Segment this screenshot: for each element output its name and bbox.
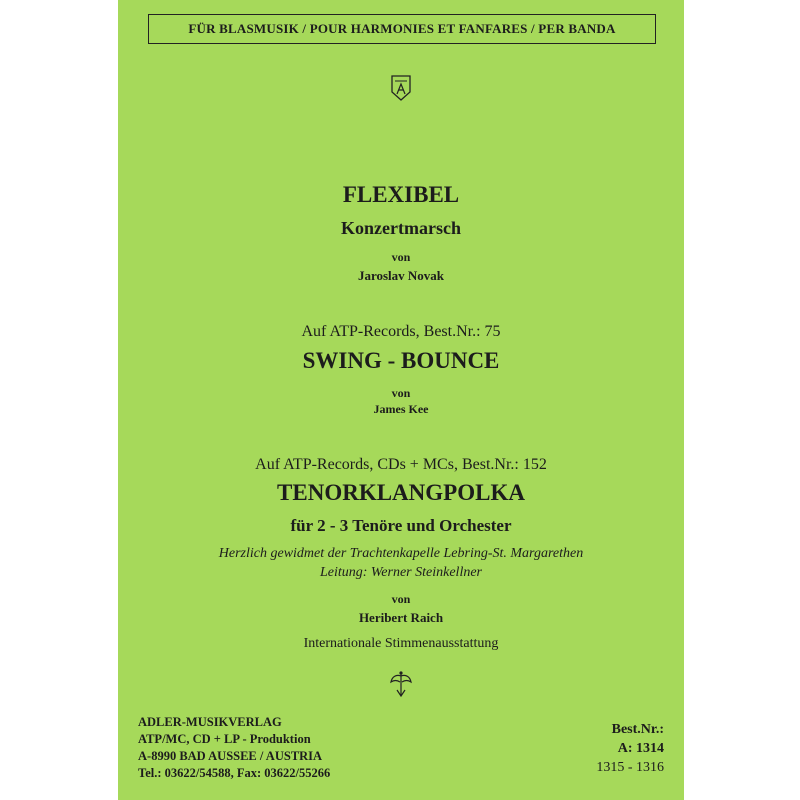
piece2-title: SWING - BOUNCE [302, 348, 500, 373]
publisher-address: A-8990 BAD AUSSEE / AUSTRIA [138, 749, 323, 763]
cover-page [118, 0, 684, 800]
order-primary: A: 1314 [617, 741, 664, 756]
piece2-record: Auf ATP-Records, Best.Nr.: 75 [301, 323, 501, 340]
atp-logo-icon [390, 74, 412, 102]
piece1-subtitle: Konzertmarsch [341, 218, 461, 238]
banner-text: FÜR BLASMUSIK / POUR HARMONIES ET FANFARES / PER BANDA [188, 21, 616, 36]
publisher-name: ADLER-MUSIKVERLAG [138, 715, 282, 729]
order-range: 1315 - 1316 [596, 760, 664, 775]
piece3-dedication: Herzlich gewidmet der Trachtenkapelle Lebring-St. Margarethen [218, 546, 584, 561]
piece3-subtitle: für 2 - 3 Tenöre und Orchester [290, 516, 512, 535]
publisher-production: ATP/MC, CD + LP - Produktion [138, 732, 311, 746]
piece3-record: Auf ATP-Records, CDs + MCs, Best.Nr.: 152 [255, 456, 547, 473]
piece3-edition: Internationale Stimmenausstattung [303, 636, 499, 651]
piece1-composer: Jaroslav Novak [357, 268, 445, 283]
piece3-composer: Heribert Raich [358, 610, 444, 625]
piece2-by: von [391, 386, 411, 400]
publisher-contact: Tel.: 03622/54588, Fax: 03622/55266 [138, 766, 331, 780]
eagle-emblem-icon [388, 668, 414, 700]
order-number-block [596, 720, 664, 777]
top-banner [148, 14, 656, 44]
order-label: Best.Nr.: [611, 722, 664, 737]
piece1-title: FLEXIBEL [342, 182, 460, 207]
piece2-composer: James Kee [373, 402, 429, 416]
piece3-by: von [391, 592, 411, 606]
piece1-by: von [391, 250, 411, 264]
piece3-title: TENORKLANGPOLKA [277, 480, 525, 505]
piece3-leader: Leitung: Werner Steinkellner [319, 565, 482, 580]
publisher-block [138, 714, 330, 782]
